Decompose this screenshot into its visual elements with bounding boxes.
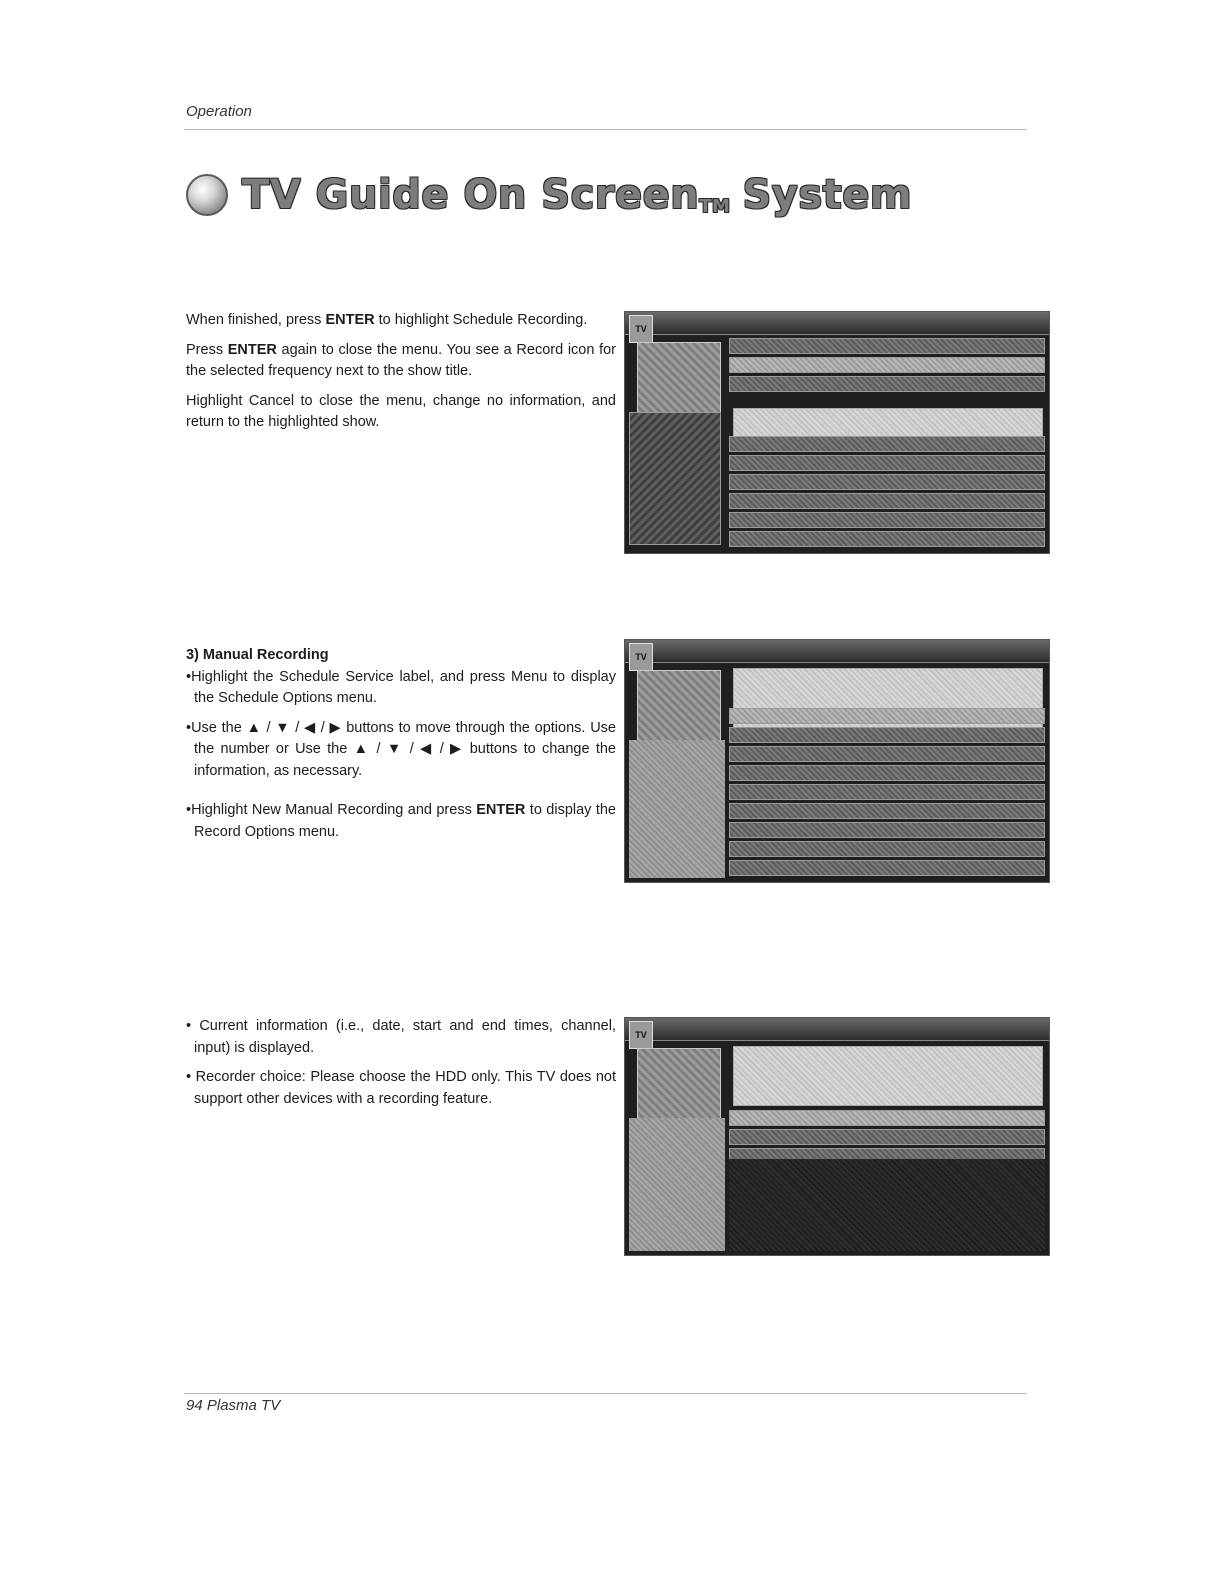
guide-rows-bottom	[729, 436, 1045, 547]
bullet-item: • Recorder choice: Please choose the HDD only. This TV does not support other devices with a recording feature.	[186, 1069, 616, 1107]
schedule-rows	[729, 708, 1045, 876]
schedule-row	[729, 746, 1045, 762]
schedule-row	[729, 1129, 1045, 1145]
section-label: Operation	[186, 103, 252, 120]
section-heading: 3) Manual Recording	[186, 647, 329, 663]
section-record-options	[186, 1016, 616, 1118]
schedule-row	[729, 841, 1045, 857]
schedule-row	[729, 765, 1045, 781]
tv-guide-screenshot-1	[624, 311, 1050, 554]
record-options-menu	[629, 1118, 725, 1251]
paragraph: When finished, press ENTER to highlight Schedule Recording.	[186, 312, 588, 328]
guide-top-bar	[625, 312, 1049, 335]
schedule-options-menu	[629, 740, 725, 878]
schedule-row	[729, 1110, 1045, 1126]
tv-guide-logo: TV	[629, 1021, 653, 1049]
guide-row	[729, 376, 1045, 392]
trademark-mark: TM	[699, 196, 731, 217]
video-thumbnail	[637, 1048, 721, 1120]
video-thumbnail	[637, 670, 721, 742]
schedule-row	[729, 803, 1045, 819]
video-thumbnail	[637, 342, 721, 414]
info-box	[733, 1046, 1043, 1106]
page-title	[186, 165, 912, 225]
page-number: 94 Plasma TV	[186, 1397, 281, 1414]
guide-row	[729, 357, 1045, 373]
guide-row	[729, 338, 1045, 354]
guide-row	[729, 531, 1045, 547]
title-text	[242, 172, 912, 218]
guide-row	[729, 512, 1045, 528]
empty-list-area	[729, 1159, 1045, 1251]
guide-row	[729, 493, 1045, 509]
bullet-item: •Highlight the Schedule Service label, and press Menu to display the Schedule Options menu.	[186, 668, 616, 706]
schedule-row	[729, 708, 1045, 724]
bullet-item: •Highlight New Manual Recording and press ENTER to display the Record Options menu.	[186, 802, 616, 840]
footer-rule	[184, 1393, 1027, 1394]
tv-guide-logo: TV	[629, 643, 653, 671]
paragraph: Press ENTER again to close the menu. You see a Record icon for the selected frequency next to the show title.	[186, 341, 616, 379]
guide-row	[729, 436, 1045, 452]
title-main: TV Guide On Screen	[242, 172, 700, 218]
guide-rows-top	[729, 338, 1045, 398]
guide-top-bar	[625, 640, 1049, 663]
header-rule	[184, 129, 1027, 130]
bullet-item: • Current information (i.e., date, start and end times, channel, input) is displayed.	[186, 1018, 616, 1056]
tv-guide-screenshot-2	[624, 639, 1050, 883]
section-manual-recording	[186, 645, 616, 851]
tv-guide-logo: TV	[629, 315, 653, 343]
guide-top-bar	[625, 1018, 1049, 1041]
title-bullet-icon	[186, 174, 228, 216]
tv-guide-screenshot-3	[624, 1017, 1050, 1256]
ad-poster	[629, 412, 721, 545]
guide-row	[729, 474, 1045, 490]
schedule-row	[729, 822, 1045, 838]
schedule-row	[729, 860, 1045, 876]
guide-row	[729, 455, 1045, 471]
bullet-item: •Use the ▲ / ▼ / ◀ / ▶ buttons to move through the options. Use the number or Use the ▲ / ▼ / ◀ / ▶ buttons to change the information, as necessary.	[186, 719, 616, 779]
schedule-row	[729, 727, 1045, 743]
title-end: System	[742, 172, 913, 218]
paragraph: Highlight Cancel to close the menu, change no information, and return to the highlighted show.	[186, 392, 616, 430]
schedule-row	[729, 784, 1045, 800]
section-schedule-recording	[186, 310, 616, 442]
